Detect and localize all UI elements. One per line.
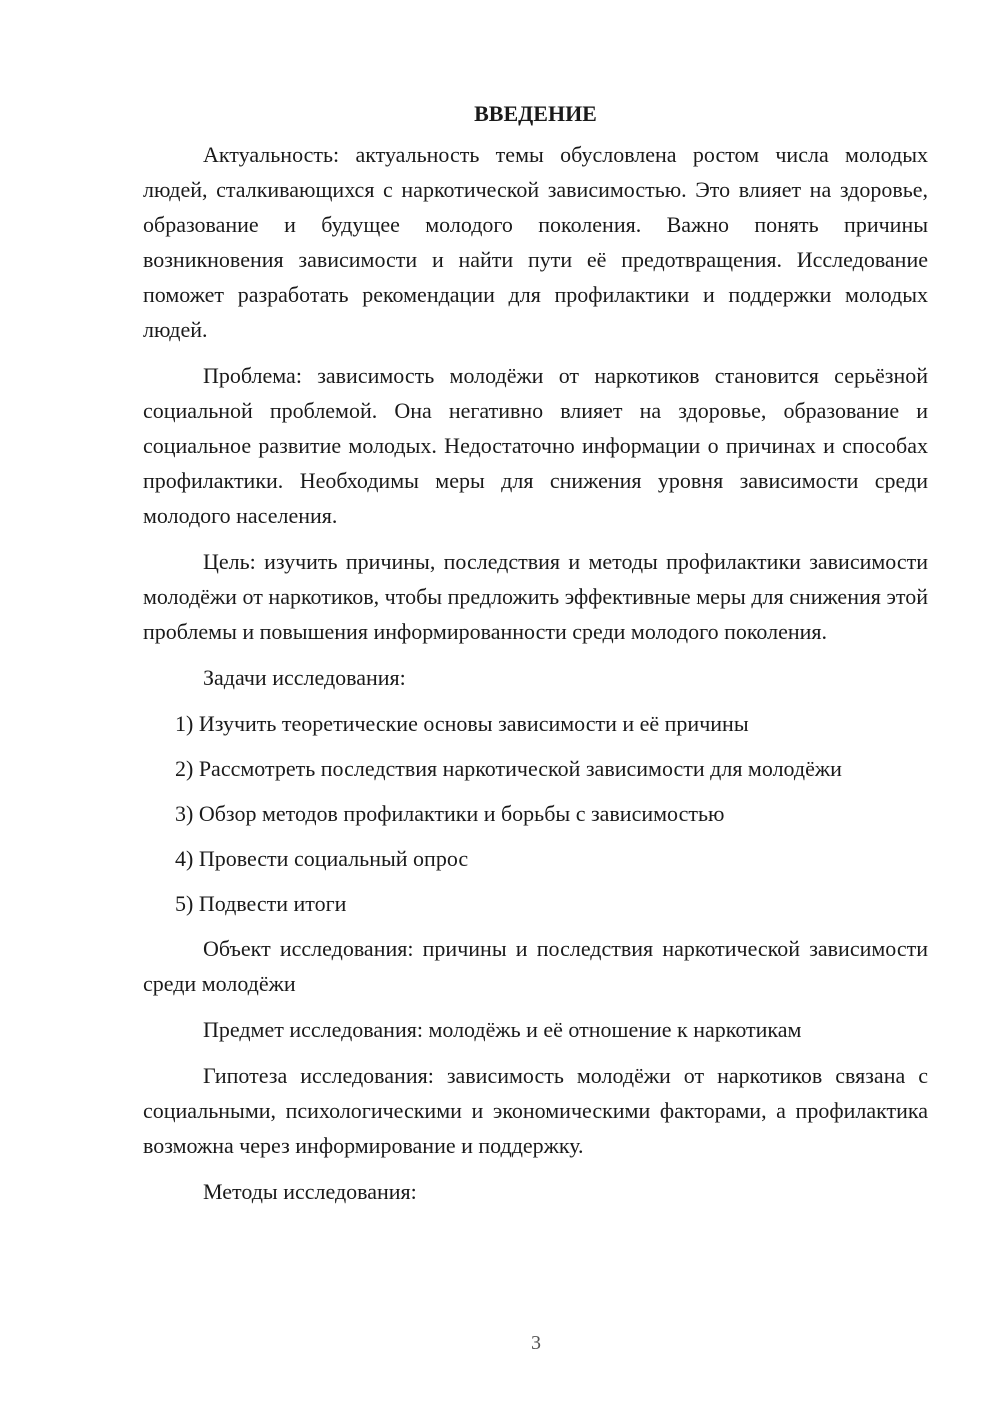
section-heading: ВВЕДЕНИЕ [474, 101, 597, 126]
task-item: 4) Провести социальный опрос [175, 846, 469, 871]
task-item: 5) Подвести итоги [175, 891, 347, 916]
goal-paragraph: Цель: изучить причины, последствия и методы профилактики зависимости молодёжи от наркотиков, чтобы предложить эффективные меры для снижения этой проблемы и повышения информированности среди молодого поколения. [143, 549, 928, 644]
task-item: 2) Рассмотреть последствия наркотической зависимости для молодёжи [175, 756, 842, 781]
object-paragraph: Объект исследования: причины и последствия наркотической зависимости среди молодёжи [143, 936, 928, 996]
task-item: 3) Обзор методов профилактики и борьбы с зависимостью [175, 801, 725, 826]
subject-paragraph: Предмет исследования: молодёжь и её отношение к наркотикам [203, 1017, 802, 1042]
methods-title: Методы исследования: [203, 1179, 417, 1204]
task-item: 1) Изучить теоретические основы зависимости и её причины [175, 711, 749, 736]
tasks-title: Задачи исследования: [203, 665, 406, 690]
relevance-paragraph: Актуальность: актуальность темы обусловлена ростом числа молодых людей, сталкивающихся с наркотической зависимостью. Это влияет на здоровье, образование и будущее молодого поколения. Важно понять причины возникновения зависимости и найти пути её предотвращения. Исследование поможет разработать рекомендации для профилактики и поддержки молодых людей. [143, 142, 928, 342]
problem-paragraph: Проблема: зависимость молодёжи от наркотиков становится серьёзной социальной проблемой. Она негативно влияет на здоровье, образование и социальное развитие молодых. Недостаточно информации о причинах и способах профилактики. Необходимы меры для снижения уровня зависимости среди молодого населения. [143, 363, 928, 528]
page-content [143, 96, 928, 1209]
hypothesis-paragraph: Гипотеза исследования: зависимость молодёжи от наркотиков связана с социальными, психологическими и экономическими факторами, а профилактика возможна через информирование и поддержку. [143, 1063, 928, 1158]
tasks-list [143, 706, 928, 921]
page-number: 3 [531, 1332, 541, 1354]
